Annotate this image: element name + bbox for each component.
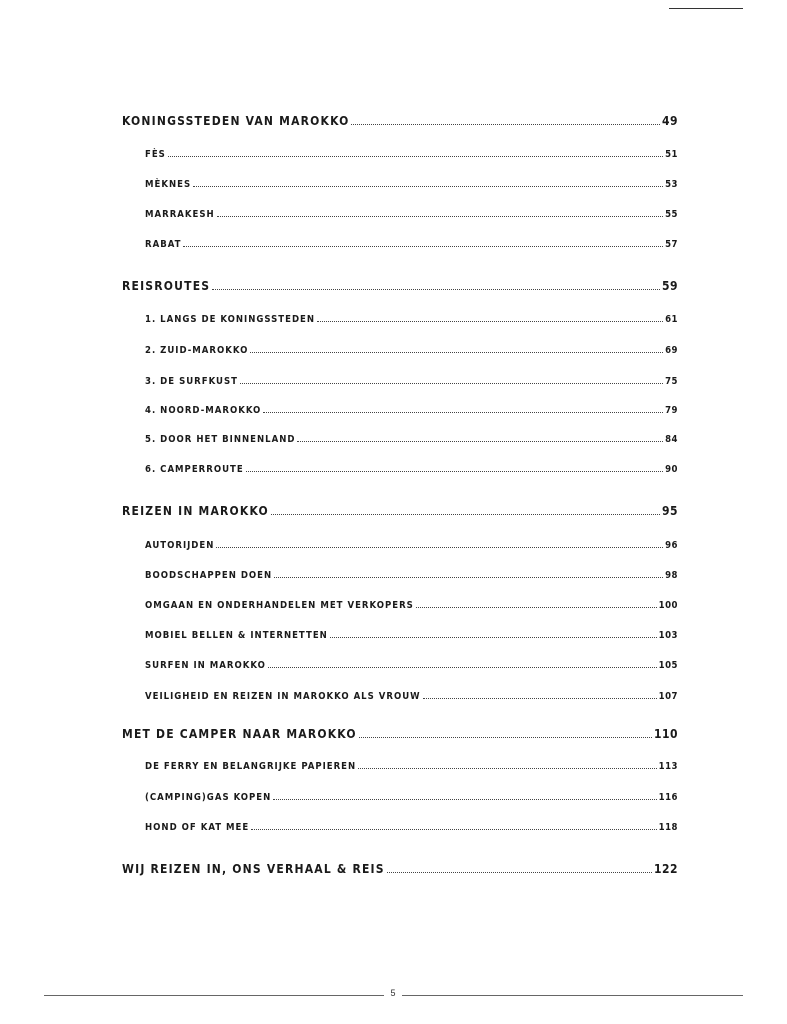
toc-entry-sub[interactable] (145, 312, 678, 325)
toc-entry-title: HOND OF KAT MEE (145, 822, 250, 833)
dot-leader (168, 156, 663, 157)
running-header (669, 0, 743, 9)
toc-entry-title: 6. CAMPERROUTE (145, 464, 244, 475)
toc-entry-sub[interactable] (145, 403, 678, 416)
toc-entry-title: SURFEN IN MAROKKO (145, 660, 266, 671)
toc-entry-page: 98 (665, 570, 678, 581)
toc-entry-sub[interactable] (145, 598, 678, 611)
dot-leader (271, 514, 660, 515)
dot-leader (251, 829, 656, 830)
toc-entry-title: OMGAAN EN ONDERHANDELEN MET VERKOPERS (145, 600, 414, 611)
toc-entry-sub[interactable] (145, 658, 678, 671)
dot-leader (387, 872, 652, 873)
dot-leader (240, 383, 663, 384)
toc-entry-page: 61 (665, 314, 678, 325)
toc-entry-main[interactable] (122, 277, 678, 293)
toc-entry-sub[interactable] (145, 628, 678, 641)
toc-entry-title: MÈKNES (145, 179, 192, 190)
toc-entry-title: 5. DOOR HET BINNENLAND (145, 434, 296, 445)
toc-entry-sub[interactable] (145, 147, 678, 160)
toc-entry-page: 113 (658, 761, 678, 772)
toc-entry-page: 75 (665, 376, 678, 387)
dot-leader (416, 607, 657, 608)
toc-entry-title: (CAMPING)GAS KOPEN (145, 792, 272, 803)
toc-entry-title: RABAT (145, 239, 182, 250)
toc-entry-title: FÈS (145, 149, 166, 160)
toc-entry-title: VEILIGHEID EN REIZEN IN MAROKKO ALS VROUW (145, 691, 421, 702)
toc-entry-title: REISROUTES (122, 279, 211, 293)
toc-entry-page: 107 (658, 691, 678, 702)
dot-leader (263, 412, 663, 413)
dot-leader (358, 768, 656, 769)
toc-entry-page: 59 (661, 279, 678, 293)
toc-entry-sub[interactable] (145, 689, 678, 702)
toc-entry-page: 122 (653, 862, 678, 876)
dot-leader (216, 547, 663, 548)
toc-entry-sub[interactable] (145, 759, 678, 772)
toc-entry-page: 55 (665, 209, 678, 220)
toc-entry-page: 110 (653, 727, 678, 741)
toc-entry-page: 49 (661, 114, 678, 128)
dot-leader (217, 216, 663, 217)
toc-entry-page: 96 (665, 540, 678, 551)
dot-leader (183, 246, 663, 247)
toc-entry-page: 51 (665, 149, 678, 160)
toc-entry-sub[interactable] (145, 237, 678, 250)
toc-entry-sub[interactable] (145, 432, 678, 445)
toc-entry-title: REIZEN IN MAROKKO (122, 504, 269, 518)
footer-rule-right (402, 995, 743, 996)
toc-entry-title: MARRAKESH (145, 209, 215, 220)
dot-leader (268, 667, 657, 668)
toc-entry-page: 100 (658, 600, 678, 611)
dot-leader (330, 637, 657, 638)
dot-leader (250, 352, 663, 353)
toc-entry-title: 1. LANGS DE KONINGSSTEDEN (145, 314, 316, 325)
dot-leader (359, 737, 652, 738)
dot-leader (246, 471, 663, 472)
dot-leader (193, 186, 663, 187)
toc-entry-sub[interactable] (145, 820, 678, 833)
dot-leader (423, 698, 657, 699)
toc-entry-sub[interactable] (145, 790, 678, 803)
toc-entry-sub[interactable] (145, 343, 678, 356)
toc-entry-sub[interactable] (145, 177, 678, 190)
toc-entry-title: 2. ZUID-MAROKKO (145, 345, 249, 356)
dot-leader (273, 799, 656, 800)
dot-leader (274, 577, 663, 578)
toc-entry-sub[interactable] (145, 374, 678, 387)
toc-entry-title: DE FERRY EN BELANGRIJKE PAPIEREN (145, 761, 357, 772)
dot-leader (297, 441, 663, 442)
page-number: 5 (390, 988, 396, 998)
toc-entry-page: 116 (658, 792, 678, 803)
toc-entry-title: MET DE CAMPER NAAR MAROKKO (122, 727, 357, 741)
toc-entry-page: 90 (665, 464, 678, 475)
toc-entry-page: 57 (665, 239, 678, 250)
toc-entry-main[interactable] (122, 502, 678, 518)
toc-entry-sub[interactable] (145, 207, 678, 220)
toc-entry-sub[interactable] (145, 538, 678, 551)
toc-entry-page: 95 (661, 504, 678, 518)
toc-entry-title: WIJ REIZEN IN, ONS VERHAAL & REIS (122, 862, 385, 876)
toc-entry-page: 103 (658, 630, 678, 641)
dot-leader (317, 321, 663, 322)
toc-entry-main[interactable] (122, 112, 678, 128)
toc-entry-page: 53 (665, 179, 678, 190)
toc-entry-page: 69 (665, 345, 678, 356)
dot-leader (212, 289, 660, 290)
toc-entry-page: 118 (658, 822, 678, 833)
toc-entry-page: 84 (665, 434, 678, 445)
toc-entry-sub[interactable] (145, 568, 678, 581)
toc-entry-title: MOBIEL BELLEN & INTERNETTEN (145, 630, 328, 641)
toc-entry-title: AUTORIJDEN (145, 540, 215, 551)
toc-entry-main[interactable] (122, 725, 678, 741)
dot-leader (351, 124, 659, 125)
toc-entry-page: 79 (665, 405, 678, 416)
toc-entry-title: BOODSCHAPPEN DOEN (145, 570, 273, 581)
toc-entry-sub[interactable] (145, 462, 678, 475)
toc-entry-title: KONINGSSTEDEN VAN MAROKKO (122, 114, 350, 128)
footer-rule-left (44, 995, 384, 996)
toc-entry-main[interactable] (122, 860, 678, 876)
toc-entry-title: 4. NOORD-MAROKKO (145, 405, 262, 416)
toc-entry-page: 105 (658, 660, 678, 671)
toc-entry-title: 3. DE SURFKUST (145, 376, 238, 387)
